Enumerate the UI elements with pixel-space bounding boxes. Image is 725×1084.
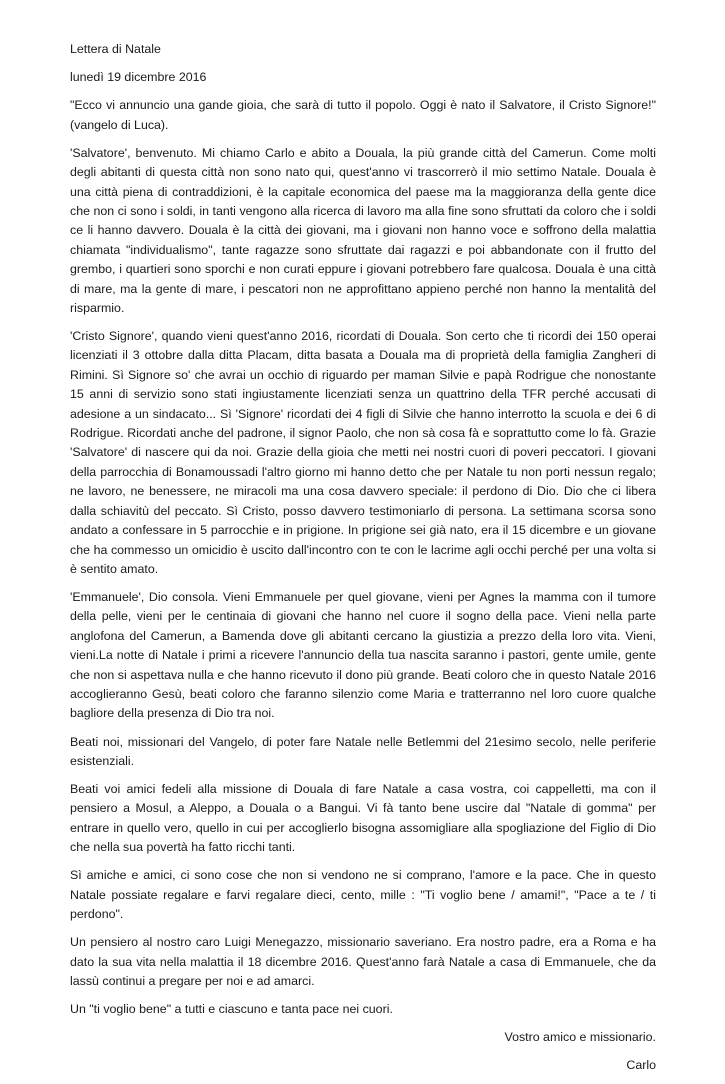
paragraph-beati-voi: Beati voi amici fedeli alla missione di Douala di fare Natale a casa vostra, coi cappelletti, ma con il pensiero a Mosul, a Aleppo, a Douala o a Bangui. Vi fà tanto bene uscire dal "Natale di gomma" per entrare in quello vero, quello in cui per accoglierlo bisogna assomigliare alla spogliazione del Figlio di Dio che nella sua povertà ha fatto ricchi tanti.	[70, 782, 656, 855]
letter-closing: Vostro amico e missionario.	[504, 1030, 656, 1045]
paragraph-luigi-menegazzo: Un pensiero al nostro caro Luigi Menegazzo, missionario saveriano. Era nostro padre, era a Roma e ha dato la sua vita nella malattia il 18 dicembre 2016. Quest'anno farà Natale a casa di Emmanuele, che da lassù continui a pregare per noi e ad amarci.	[70, 935, 656, 989]
paragraph-beati-noi: Beati noi, missionari del Vangelo, di poter fare Natale nelle Betlemmi del 21esimo secolo, nelle periferie esistenziali.	[70, 734, 656, 768]
paragraph-cristo-signore: 'Cristo Signore', quando vieni quest'anno 2016, ricordati di Douala. Son certo che ti ricordi dei 150 operai licenziati il 3 ottobre dalla ditta Placam, ditta basata a Douala ma di proprietà della famiglia Zangheri di Rimini. Sì Signore so' che avrai un occhio di riguardo per maman Silvie e papà Rodrigue che nonostante 15 anni di servizio sono stati ingiustamente licenziati senza un quattrino della TFR perché accusati di adesione a un sindacato... Sì 'Signore' ricordati dei 4 figli di Silvie che hanno interrotto la scuola e dei 6 di Rodrigue. Ricordati anche del padrone, il signor Paolo, che non sà cosa fà e soprattutto come lo fà. Grazie 'Salvatore' di nascere qui da noi. Grazie della gioia che metti nei nostri cuori di poveri peccatori. I giovani della parrocchia di Bonamoussadi l'altro giorno mi hanno detto che per Natale tu non porti nessun regalo; ne lavoro, ne benessere, ne miracoli ma una cosa davvero speciale: il perdono di Dio. Dio che ci libera dalla schiavitù del peccato. Sì Cristo, posso davvero testimoniarlo di persona. La settimana scorsa sono andato a confessare in 5 parrocchie e in prigione. In prigione sei già nato, era il 15 dicembre e un giovane che ha commesso un omicidio è uscito dall'incontro con te con le lacrime agli occhi perché per una volta si è sentito amato.	[70, 329, 656, 576]
paragraph-emmanuele: 'Emmanuele', Dio consola. Vieni Emmanuele per quel giovane, vieni per Agnes la mamma con il tumore della pelle, vieni per le centinaia di giovani che hanno nel cuore il sogno della pace. Vieni nella parte anglofona del Camerun, a Bamenda dove gli abitanti cercano la giustizia a prezzo della loro vita. Vieni, vieni.La notte di Natale i primi a ricevere l'annuncio della tua nascita saranno i pastori, gente umile, gente che non si aspettava nulla e che hanno ricevuto il dono più grande. Beati coloro che in questo Natale 2016 accoglieranno Gesù, beati coloro che faranno silenzio come Maria e tratterranno nel loro cuore qualche bagliore della presenza di Dio tra noi.	[70, 590, 656, 721]
paragraph-salvatore: 'Salvatore', benvenuto. Mi chiamo Carlo e abito a Douala, la più grande città del Camerun. Come molti degli abitanti di questa città non sono nato qui, quest'anno vi trascorrerò il mio settimo Natale. Douala è una città piena di contraddizioni, è la capitale economica del paese ma la maggioranza della gente dice che non ci sono i soldi, in tanti vengono alla ricerca di lavoro ma alla fine sono sfruttati da coloro che i soldi ce li hanno davvero. Douala è la città dei giovani, ma i giovani non hanno voce e soffrono della malattia chiamata "individualismo", tante ragazze sono sfruttate dai ragazzi e poi abbandonate con il frutto del grembo, i quartieri sono sporchi e non curati eppure i giovani potrebbero fare qualcosa. Douala è una città di mare, ma la gente di mare, i pescatori non ne approfittano appieno perché non hanno la mentalità del risparmio.	[70, 145, 656, 315]
paragraph-amiche-amici: Sì amiche e amici, ci sono cose che non si vendono ne si comprano, l'amore e la pace. Che in questo Natale possiate regalare e farvi regalare dieci, cento, mille : "Ti voglio bene / amami!", "Pace a te / ti perdono".	[70, 868, 656, 922]
letter-signature: Carlo	[626, 1058, 656, 1073]
letter-page	[70, 40, 656, 1084]
paragraph-gospel-quote: "Ecco vi annuncio una gande gioia, che sarà di tutto il popolo. Oggi è nato il Salvatore, il Cristo Signore!"(vangelo di Luca).	[70, 98, 656, 132]
letter-title: Lettera di Natale	[70, 42, 161, 56]
letter-date: lunedì 19 dicembre 2016	[70, 70, 207, 85]
paragraph-ti-voglio-bene: Un "ti voglio bene" a tutti e ciascuno e tanta pace nei cuori.	[70, 1002, 393, 1017]
